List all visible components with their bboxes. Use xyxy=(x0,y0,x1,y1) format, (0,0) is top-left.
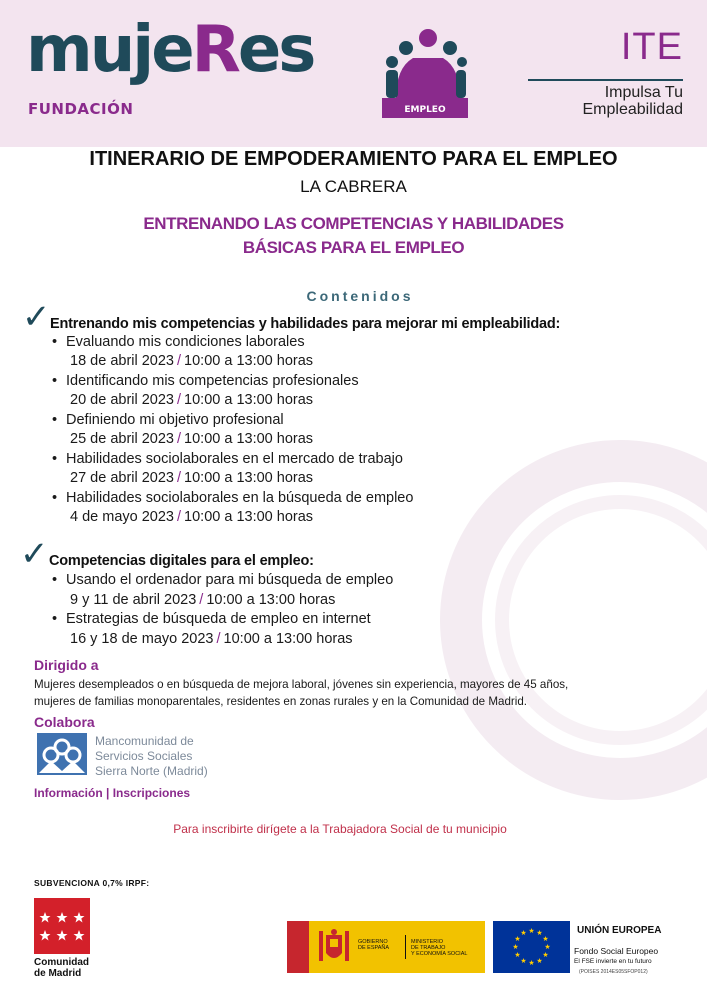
checkmark-icon: ✓ xyxy=(20,535,49,573)
mancomunidad-text xyxy=(95,734,208,779)
svg-text:★: ★ xyxy=(528,927,535,935)
separator: / xyxy=(177,392,182,408)
item-title: Definiendo mi objetivo profesional xyxy=(66,412,284,428)
logo-word-part-3: es xyxy=(237,13,314,87)
eu-fund-label: Fondo Social Europeo xyxy=(574,946,659,956)
logo-fundacion-label: FUNDACIÓN xyxy=(28,100,134,118)
separator: / xyxy=(177,509,182,525)
gobierno-espana-emblem xyxy=(317,927,351,967)
dirigido-line-2: mujeres de familias monoparentales, residentes en zonas rurales y en la Comunidad de Madrid. xyxy=(34,695,527,708)
ministerio-line-1: MINISTERIO xyxy=(411,939,444,945)
item-time: 10:00 a 13:00 horas xyxy=(184,353,314,369)
eu-title: UNIÓN EUROPEA xyxy=(577,925,662,936)
separator: / xyxy=(177,470,182,486)
item-date: 18 de abril 2023 xyxy=(70,353,174,369)
item-title: Evaluando mis condiciones laborales xyxy=(66,334,305,350)
item-date: 20 de abril 2023 xyxy=(70,392,174,408)
item-title: Habilidades sociolaborales en el mercado de trabajo xyxy=(66,451,403,467)
program-subtitle xyxy=(0,212,707,260)
item-date: 27 de abril 2023 xyxy=(70,470,174,486)
gobierno-label xyxy=(358,939,389,951)
comunidad-madrid-flag xyxy=(34,898,90,954)
item-date: 9 y 11 de abril 2023 xyxy=(70,592,197,608)
mancomunidad-logo xyxy=(37,733,87,775)
gobierno-line-2: DE ESPAÑA xyxy=(358,945,390,951)
mancomunidad-line-2: Servicios Sociales xyxy=(95,749,193,763)
ministerio-line-3: Y ECONOMÍA SOCIAL xyxy=(411,951,468,957)
item-title: Habilidades sociolaborales en la búsqueda de empleo xyxy=(66,490,414,506)
svg-text:★: ★ xyxy=(514,935,521,943)
svg-text:★: ★ xyxy=(520,957,527,965)
bullet-icon: • xyxy=(52,412,58,428)
bullet-icon: • xyxy=(52,490,58,506)
dirigido-line-1: Mujeres desempleados o en búsqueda de mejora laboral, jóvenes sin experiencia, mayores de 45 años, xyxy=(34,678,569,691)
item-time: 10:00 a 13:00 horas xyxy=(184,431,314,447)
comunidad-madrid-label xyxy=(34,957,89,979)
program-subtitle-line-2: BÁSICAS PARA EL EMPLEO xyxy=(242,238,465,257)
svg-text:★: ★ xyxy=(514,951,521,959)
empleo-badge-label: EMPLEO xyxy=(404,105,446,115)
item-time: 10:00 a 13:00 horas xyxy=(184,470,314,486)
list-item xyxy=(52,610,371,629)
bullet-icon: • xyxy=(52,451,58,467)
eu-tagline: El FSE invierte en tu futuro xyxy=(574,958,652,965)
info-inscripciones-label: Información | Inscripciones xyxy=(34,786,191,800)
dirigido-text xyxy=(34,676,674,710)
eu-flag xyxy=(493,921,570,973)
item-date: 4 de mayo 2023 xyxy=(70,509,174,525)
list-item xyxy=(52,450,403,469)
item-date: 16 y 18 de mayo 2023 xyxy=(70,631,214,647)
item-schedule xyxy=(70,469,313,488)
bullet-icon: • xyxy=(52,572,58,588)
bullet-icon: • xyxy=(52,373,58,389)
dirigido-label: Dirigido a xyxy=(34,657,99,673)
item-title: Estrategias de búsqueda de empleo en internet xyxy=(66,611,371,627)
program-subtitle-line-1: ENTRENANDO LAS COMPETENCIAS Y HABILIDADES xyxy=(143,214,564,233)
empleo-people-icon xyxy=(378,28,468,120)
item-time: 10:00 a 13:00 horas xyxy=(206,592,336,608)
mancomunidad-line-3: Sierra Norte (Madrid) xyxy=(95,764,208,778)
svg-text:★: ★ xyxy=(542,935,549,943)
section-heading: Entrenando mis competencias y habilidades para mejorar mi empleabilidad: xyxy=(50,316,561,332)
item-schedule xyxy=(70,352,313,371)
list-item xyxy=(52,333,305,352)
item-schedule xyxy=(70,391,313,410)
contenidos-heading: Contenidos xyxy=(306,288,414,304)
divider xyxy=(405,935,406,959)
page-title: ITINERARIO DE EMPODERAMIENTO PARA EL EMPLEO xyxy=(89,148,618,170)
eu-program-code: (POISES 2014ES05SFOP012) xyxy=(579,969,648,975)
gobierno-espana-logo xyxy=(287,921,485,973)
tagline-line-2: Empleabilidad xyxy=(582,101,683,118)
separator: / xyxy=(177,431,182,447)
tagline xyxy=(528,84,683,118)
svg-text:★: ★ xyxy=(542,951,549,959)
item-time: 10:00 a 13:00 horas xyxy=(184,509,314,525)
list-item xyxy=(52,571,393,590)
list-item xyxy=(52,411,284,430)
spain-flag-stripe xyxy=(287,921,309,973)
ite-label: ITE xyxy=(620,26,683,68)
section-heading: Competencias digitales para el empleo: xyxy=(49,553,314,569)
checkmark-icon: ✓ xyxy=(22,298,51,336)
logo-word-part-1: muje xyxy=(26,13,192,87)
ministerio-label xyxy=(411,939,467,957)
list-item xyxy=(52,489,413,508)
item-schedule xyxy=(70,430,313,449)
item-schedule xyxy=(70,508,313,527)
fundacion-mujeres-logo xyxy=(26,13,314,87)
svg-text:★: ★ xyxy=(536,957,543,965)
item-title: Usando el ordenador para mi búsqueda de empleo xyxy=(66,572,394,588)
ministerio-line-2: DE TRABAJO xyxy=(411,945,446,951)
comunidad-madrid-line-2: de Madrid xyxy=(34,968,82,979)
mancomunidad-line-1: Mancomunidad de xyxy=(95,734,194,748)
svg-text:★: ★ xyxy=(528,959,535,967)
subvenciona-label: SUBVENCIONA 0,7% IRPF: xyxy=(34,878,150,888)
item-time: 10:00 a 13:00 horas xyxy=(184,392,314,408)
bullet-icon: • xyxy=(52,334,58,350)
svg-text:★: ★ xyxy=(520,929,527,937)
tagline-line-1: Impulsa Tu xyxy=(604,84,683,101)
header-band xyxy=(0,0,707,147)
comunidad-madrid-line-1: Comunidad xyxy=(34,957,89,968)
gobierno-line-1: GOBIERNO xyxy=(358,939,388,945)
page-location: LA CABRERA xyxy=(300,177,407,196)
svg-text:★: ★ xyxy=(512,943,519,951)
bullet-icon: • xyxy=(52,611,58,627)
colabora-label: Colabora xyxy=(34,714,95,730)
separator: / xyxy=(216,631,221,647)
item-title: Identificando mis competencias profesionales xyxy=(66,373,359,389)
separator: / xyxy=(177,353,182,369)
divider xyxy=(528,79,683,81)
item-schedule xyxy=(70,630,353,649)
svg-text:★: ★ xyxy=(536,929,543,937)
svg-text:★: ★ xyxy=(544,943,551,951)
logo-word-part-2: R xyxy=(191,13,238,87)
inscribe-notice: Para inscribirte dirígete a la Trabajadora Social de tu municipio xyxy=(173,822,507,836)
separator: / xyxy=(199,592,204,608)
list-item xyxy=(52,372,359,391)
item-date: 25 de abril 2023 xyxy=(70,431,174,447)
item-schedule xyxy=(70,591,335,610)
item-time: 10:00 a 13:00 horas xyxy=(223,631,353,647)
